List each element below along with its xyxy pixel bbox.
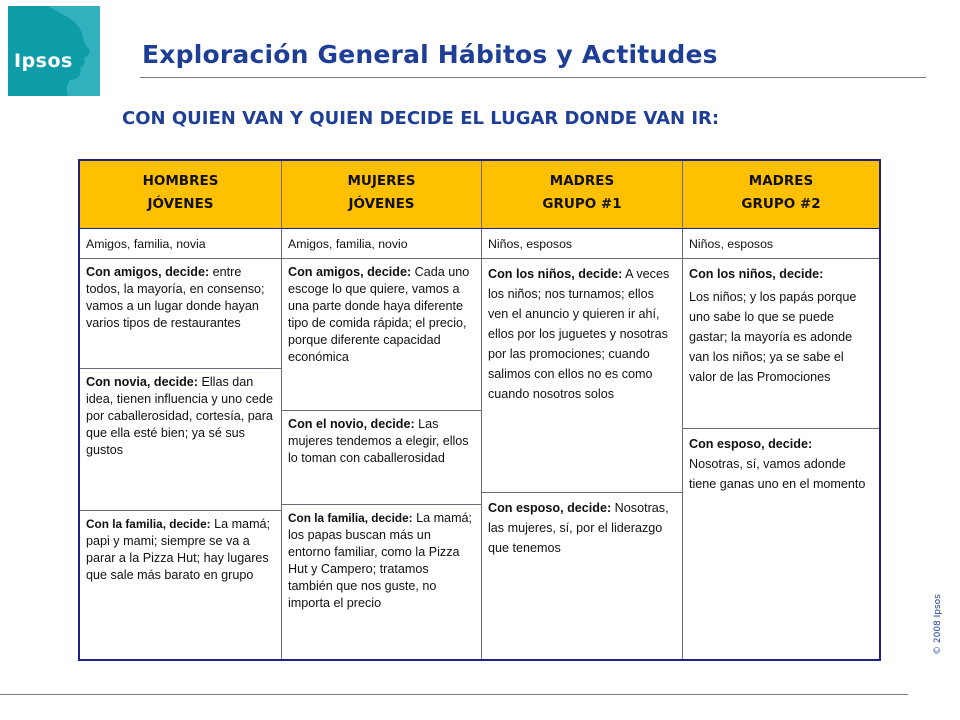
header-madres-grupo-1 [482,161,683,229]
decision-lead: Con la familia, decide: [288,511,413,525]
header-line: JÓVENES [348,196,415,212]
page-title: Exploración General Hábitos y Actitudes [142,40,718,69]
mujeres-amigos-cell [282,259,482,411]
madres1-ninos-cell [482,259,683,493]
decision-lead: Con los niños, decide: [488,267,623,281]
hombres-novia-cell [80,369,282,511]
footer-divider [0,694,908,695]
decision-lead: Con el novio, decide: [288,417,415,431]
decision-text: La mamá; los papas buscan más un entorno familiar, como la Pizza Hut y Campero; tratamos también que nos guste, no importa el precio [288,511,473,610]
companions-hombres: Amigos, familia, novia [80,229,282,259]
copyright-notice: © 2008 Ipsos [933,594,943,655]
companions-madres-1: Niños, esposos [482,229,683,259]
decision-text: Los niños; y los papás porque uno sabe lo que se puede gastar; la mayoría es adonde van los niños; ya se sabe el valor de las Promociones [689,290,857,384]
decision-text: Cada uno escoge lo que quiere, vamos a una parte donde haya diferente tipo de comida rápida; el precio, porque diferente capacidad económica [288,265,470,364]
decision-text: entre todos, la mayoría, en consenso; vamos a un lugar donde hayan varios tipos de restaurantes [86,265,265,330]
decision-lead: Con los niños, decide: [689,267,824,281]
logo-text: Ipsos [14,50,73,72]
madres1-esposo-cell [482,493,683,659]
header-madres-grupo-2 [683,161,879,229]
decision-lead: Con novia, decide: [86,375,198,389]
decision-text: Las mujeres tendemos a elegir, ellos lo toman con caballerosidad [288,417,469,465]
decision-lead: Con amigos, decide: [288,265,412,279]
decision-table [78,159,881,661]
header-line: JÓVENES [147,196,214,212]
decision-text: Nosotras, las mujeres, sí, por el liderazgo que tenemos [488,501,669,555]
mujeres-novio-cell [282,411,482,505]
decision-text: Nosotras, sí, vamos adonde tiene ganas uno en el momento [689,457,866,491]
madres2-esposo-cell [683,429,879,659]
decision-lead: Con la familia, decide: [86,517,211,531]
header-line: MADRES [748,173,814,189]
hombres-familia-cell [80,511,282,659]
header-line: GRUPO #1 [542,196,622,212]
decision-lead: Con amigos, decide: [86,265,210,279]
madres2-ninos-cell [683,259,879,429]
companions-mujeres: Amigos, familia, novio [282,229,482,259]
decision-lead: Con esposo, decide: [488,501,612,515]
header-line: HOMBRES [142,173,219,189]
mujeres-familia-cell [282,505,482,659]
decision-lead: Con esposo, decide: [689,437,813,451]
header-hombres-jovenes [80,161,282,229]
header-mujeres-jovenes [282,161,482,229]
header-line: GRUPO #2 [741,196,821,212]
section-subtitle: CON QUIEN VAN Y QUIEN DECIDE EL LUGAR DONDE VAN IR: [122,108,720,129]
header-line: MADRES [549,173,615,189]
ipsos-logo [8,6,100,96]
header-line: MUJERES [347,173,416,189]
decision-text: A veces los niños; nos turnamos; ellos ven el anuncio y quieren ir ahí, ellos por los juguetes y nosotras por las promociones; cuando salimos con ellos no es como cuando nosotros solos [488,267,670,401]
decision-text: Ellas dan idea, tienen influencia y uno cede por caballerosidad, cortesía, para que ella esté bien; ya sé sus gustos [86,375,273,457]
companions-madres-2: Niños, esposos [683,229,879,259]
decision-text: La mamá; papi y mami; siempre se va a parar a la Pizza Hut; hay lugares que sale más barato en grupo [86,517,271,582]
title-divider [140,77,926,78]
hombres-amigos-cell [80,259,282,369]
